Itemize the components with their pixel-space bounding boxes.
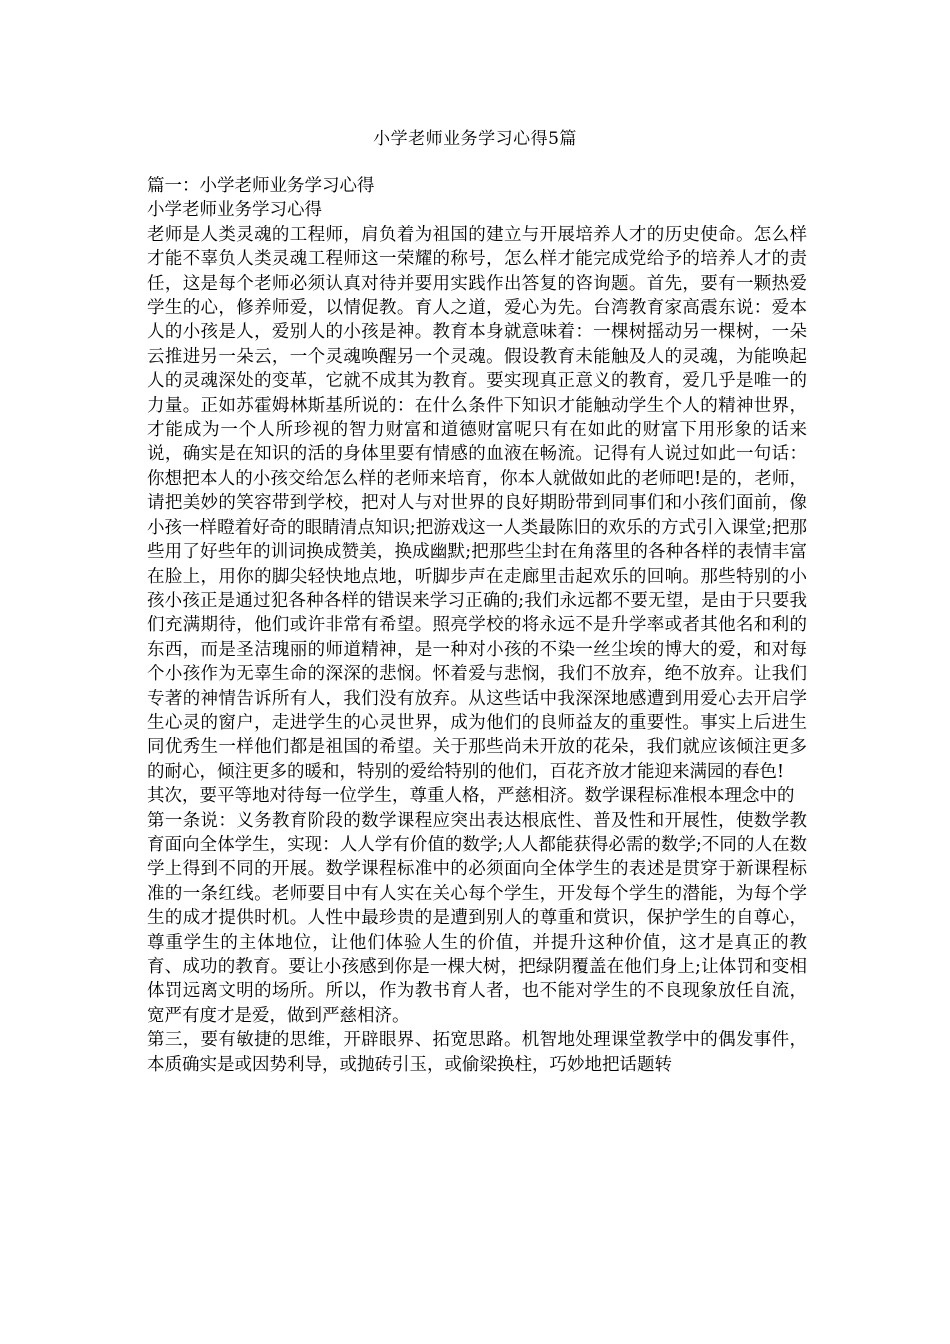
article-title: 小学老师业务学习心得 [147,200,322,221]
document-title: 小学老师业务学习心得5篇 [373,129,577,149]
section-heading: 篇一：小学老师业务学习心得 [147,176,375,196]
body-paragraph: 其次，要平等地对待每一位学生，尊重人格，严慈相济。数学课程标准根本理念中的 [147,786,795,807]
body-paragraph: 老师是人类灵魂的工程师，肩负着为祖国的建立与开展培养人才的历史使命。怎么样才能不辜负人类灵魂工程师这一荣耀的称号，怎么样才能完成党给予的培养人才的责任，这是每个老师必须认真对待并要用实践作出答复的咨询题。首先，要有一颗热爱学生的心，修养师爱，以情促教。育人之道，爱心为先。台湾教育家高震东说：爱本人的小孩是人，爱别人的小孩是神。教育本身就意味着：一棵树摇动另一棵树，一朵云推进另一朵云，一个灵魂唤醒另一个灵魂。假设教育未能触及人的灵魂，为能唤起人的灵魂深处的变革，它就不成其为教育。要实现真正意义的教育，爱几乎是唯一的力量。正如苏霍姆林斯基所说的：在什么条件下知识才能触动学生个人的精神世界，才能成为一个人所珍视的智力财富和道德财富呢只有在如此的财富下用形象的话来说，确实是在知识的活的身体里要有情感的血液在畅流。记得有人说过如此一句话：你想把本人的小孩交给怎么样的老师来培育，你本人就做如此的老师吧!是的，老师，请把美妙的笑容带到学校，把对人与对世界的良好期盼带到同事们和小孩们面前，像小孩一样瞪着好奇的眼睛清点知识;把游戏这一人类最陈旧的欢乐的方式引入课堂;把那些用了好些年的训词换成赞美，换成幽默;把那些尘封在角落里的各种各样的表情丰富在脸上，用你的脚尖轻快地点地，听脚步声在走廊里击起欢乐的回响。那些特别的小孩小孩正是通过犯各种各样的错误来学习正确的;我们永远都不要无望，是由于只要我们充满期待，他们或许非常有希望。照亮学校的将永远不是升学率或者其他名和利的东西，而是圣洁瑰丽的师道精神，是一种对小孩的不染一丝尘埃的博大的爱，和对每个小孩作为无辜生命的深深的悲悯。怀着爱与悲悯，我们不放弃，绝不放弃。让我们专著的神情告诉所有人，我们没有放弃。从这些话中我深深地感遭到用爱心去开启学生心灵的窗户，走进学生的心灵世界，成为他们的良师益友的重要性。事实上后进生同优秀生一样他们都是祖国的希望。关于那些尚未开放的花朵，我们就应该倾注更多的耐心，倾注更多的暖和，特别的爱给特别的他们，百花齐放才能迎来满园的春色! [147,224,807,782]
document-body [147,174,807,1077]
body-paragraph: 第三，要有敏捷的思维，开辟眼界、拓宽思路。机智地处理课堂教学中的偶发事件，本质确实是或因势利导，或抛砖引玉，或偷梁换柱，巧妙地把话题转 [147,1030,807,1075]
body-paragraph: 第一条说：义务教育阶段的数学课程应突出表达根底性、普及性和开展性，使数学教育面向全体学生，实现：人人学有价值的数学;人人都能获得必需的数学;不同的人在数学上得到不同的开展。数学课程标准中的必须面向全体学生的表述是贯穿于新课程标准的一条红线。老师要目中有人实在关心每个学生，开发每个学生的潜能，为每个学生的成才提供时机。人性中最珍贵的是遭到别人的尊重和赏识，保护学生的自尊心，尊重学生的主体地位，让他们体验人生的价值，并提升这种价值，这才是真正的教育、成功的教育。要让小孩感到你是一棵大树，把绿阴覆盖在他们身上;让体罚和变相体罚远离文明的场所。所以，作为教书育人者，也不能对学生的不良现象放任自流，宽严有度才是爱，做到严慈相济。 [147,810,807,1026]
